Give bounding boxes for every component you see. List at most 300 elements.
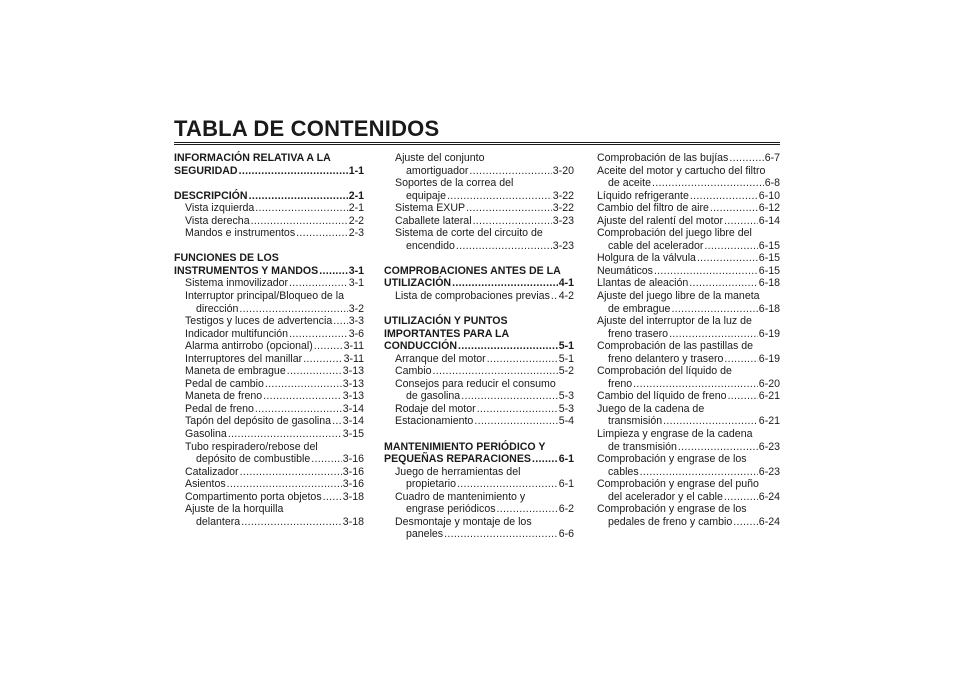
toc-page-number: 5-1	[558, 352, 574, 365]
toc-entry-text: Testigos y luces de advertencia	[185, 315, 333, 328]
toc-page-number: 6-20	[758, 377, 780, 390]
toc-entry-text: DESCRIPCIÓN	[174, 189, 248, 202]
toc-entry-text: Sistema de corte del circuito de	[395, 227, 543, 240]
toc-page-number: 6-15	[758, 264, 780, 277]
toc-entry-text: CONDUCCIÓN	[384, 340, 457, 353]
toc-entry-text: Ajuste del conjunto	[395, 152, 485, 164]
toc-section-heading	[384, 328, 574, 341]
toc-entry-text: cables	[608, 465, 639, 478]
toc-entry[interactable]	[174, 353, 364, 366]
toc-heading-text: INFORMACIÓN RELATIVA A LA	[174, 152, 331, 164]
toc-entry[interactable]	[384, 290, 574, 303]
toc-page-number: 5-3	[558, 390, 574, 403]
toc-entry-text: Sistema EXUP	[395, 202, 466, 215]
toc-entry-text: Maneta de freno	[185, 390, 263, 403]
toc-page-number: 5-2	[558, 365, 574, 378]
toc-entry-text: Comprobación del líquido de	[597, 365, 732, 378]
toc-page-number: 6-7	[764, 152, 780, 164]
toc-page-number: 2-1	[348, 202, 364, 215]
toc-page-number: 6-19	[758, 352, 780, 365]
toc-entry-wrapped	[384, 466, 574, 479]
toc-entry[interactable]	[597, 190, 780, 203]
toc-entry-wrapped	[384, 378, 574, 391]
toc-entry-text: Asientos	[185, 478, 226, 491]
toc-entry[interactable]	[174, 328, 364, 341]
toc-page-number: 6-1	[558, 478, 574, 491]
leader-dots	[690, 190, 758, 203]
toc-entry-text: delantera	[196, 515, 241, 528]
toc-page-number: 3-1	[348, 277, 364, 290]
toc-entry[interactable]	[384, 202, 574, 215]
toc-entry[interactable]	[384, 277, 574, 290]
toc-page-number: 3-20	[552, 164, 574, 177]
leader-dots	[487, 353, 558, 366]
toc-entry-text: Ajuste del interruptor de la luz de	[597, 315, 752, 328]
toc-entry-text: Comprobación de las pastillas de	[597, 340, 754, 353]
toc-entry-text: engrase periódicos	[406, 503, 496, 516]
toc-entry[interactable]	[597, 252, 780, 265]
toc-page-number: 6-24	[758, 515, 780, 528]
toc-entry-text: Lista de comprobaciones previas	[395, 290, 550, 303]
toc-entry[interactable]	[174, 390, 364, 403]
leader-dots	[671, 303, 757, 316]
toc-entry[interactable]	[174, 190, 364, 203]
toc-heading-text: IMPORTANTES PARA LA	[384, 327, 510, 340]
toc-entry-text: transmisión	[608, 415, 663, 428]
leader-dots	[461, 390, 557, 403]
toc-entry-text: Indicador multifunción	[185, 327, 289, 340]
toc-entry[interactable]	[174, 215, 364, 228]
leader-dots	[689, 277, 758, 290]
toc-entry-text: Mandos e instrumentos	[185, 227, 296, 240]
toc-page-number: 6-23	[758, 440, 780, 453]
leader-dots	[311, 453, 342, 466]
toc-entry[interactable]	[174, 478, 364, 491]
leader-dots	[241, 516, 342, 529]
leader-dots	[265, 378, 342, 391]
toc-entry[interactable]	[384, 453, 574, 466]
toc-entry[interactable]	[597, 177, 780, 190]
toc-entry-wrapped	[384, 227, 574, 240]
toc-page-number: 6-2	[558, 503, 574, 516]
toc-heading-text: FUNCIONES DE LOS	[174, 252, 279, 265]
leader-dots	[724, 353, 757, 366]
leader-dots	[728, 390, 758, 403]
toc-page-number: 6-21	[758, 390, 780, 403]
leader-dots	[332, 415, 342, 428]
leader-dots	[663, 415, 758, 428]
leader-dots	[724, 215, 758, 228]
leader-dots	[652, 177, 764, 190]
toc-entry[interactable]	[174, 340, 364, 353]
toc-page-number: 3-14	[342, 415, 364, 428]
toc-entry-wrapped	[384, 152, 574, 165]
toc-page-number: 3-3	[348, 315, 364, 328]
toc-page-number: 3-18	[342, 490, 364, 503]
leader-dots	[319, 265, 347, 278]
toc-column-2	[384, 152, 574, 541]
toc-page-number: 6-12	[758, 202, 780, 215]
toc-page-number: 3-23	[552, 239, 574, 252]
toc-entry-text: depósito de combustible	[196, 453, 311, 466]
toc-entry[interactable]	[174, 491, 364, 504]
toc-column-3	[597, 152, 780, 528]
toc-entry-wrapped	[384, 491, 574, 504]
toc-entry-wrapped	[597, 365, 780, 378]
toc-entry[interactable]	[384, 165, 574, 178]
leader-dots	[239, 165, 348, 178]
toc-entry[interactable]	[597, 215, 780, 228]
toc-page-number: 3-6	[348, 327, 364, 340]
toc-entry-text: Estacionamiento	[395, 415, 474, 428]
toc-entry-text: de embrague	[608, 302, 671, 315]
toc-page-number: 2-2	[348, 214, 364, 227]
toc-entry[interactable]	[384, 528, 574, 541]
leader-dots	[255, 202, 347, 215]
leader-dots	[497, 503, 558, 516]
leader-dots	[466, 202, 552, 215]
spacer	[174, 240, 364, 253]
leader-dots	[289, 328, 348, 341]
leader-dots	[296, 227, 348, 240]
toc-section-heading	[384, 315, 574, 328]
toc-entry-text: Holgura de la válvula	[597, 252, 696, 265]
toc-entry-text: Cambio del líquido de freno	[597, 390, 727, 403]
toc-entry-text: Vista izquierda	[185, 202, 255, 215]
leader-dots	[287, 365, 342, 378]
toc-page-number: 4-2	[558, 290, 574, 303]
toc-entry[interactable]	[597, 265, 780, 278]
leader-dots	[452, 277, 558, 290]
leader-dots	[303, 353, 342, 366]
leader-dots	[669, 328, 758, 341]
toc-entry-text: freno trasero	[608, 327, 669, 340]
toc-heading-text: COMPROBACIONES ANTES DE LA	[384, 264, 561, 277]
toc-entry-text: Ajuste del juego libre de la maneta	[597, 290, 760, 303]
toc-section-heading	[174, 252, 364, 265]
page-title: TABLA DE CONTENIDOS	[174, 116, 440, 141]
toc-entry[interactable]	[384, 415, 574, 428]
leader-dots	[729, 152, 763, 165]
leader-dots	[477, 403, 558, 416]
toc-entry-text: Interruptor principal/Bloqueo de la	[185, 290, 345, 303]
leader-dots	[228, 428, 342, 441]
spacer	[384, 303, 574, 316]
toc-entry-text: equipaje	[406, 189, 447, 202]
toc-entry-text: dirección	[196, 302, 239, 315]
toc-entry[interactable]	[384, 215, 574, 228]
leader-dots	[447, 190, 552, 203]
toc-page-number: 3-14	[342, 402, 364, 415]
toc-entry-wrapped	[384, 177, 574, 190]
toc-page-number: 3-13	[342, 377, 364, 390]
toc-entry-text: amortiguador	[406, 164, 469, 177]
leader-dots	[633, 378, 758, 391]
toc-entry-text: Pedal de freno	[185, 402, 254, 415]
leader-dots	[249, 190, 348, 203]
toc-entry[interactable]	[597, 152, 780, 165]
toc-entry[interactable]	[174, 265, 364, 278]
toc-entry[interactable]	[597, 466, 780, 479]
toc-entry-text: freno delantero y trasero	[608, 352, 724, 365]
toc-page-number: 6-18	[758, 302, 780, 315]
leader-dots	[551, 290, 558, 303]
toc-entry[interactable]	[174, 165, 364, 178]
toc-entry-text: Desmontaje y montaje de los	[395, 515, 532, 528]
toc-entry-text: Cuadro de mantenimiento y	[395, 490, 526, 503]
toc-entry-wrapped	[597, 478, 780, 491]
toc-page-number: 6-21	[758, 415, 780, 428]
toc-entry-text: Interruptores del manillar	[185, 352, 303, 365]
leader-dots	[240, 466, 342, 479]
toc-page-number: 5-4	[558, 415, 574, 428]
toc-page-number: 3-23	[552, 214, 574, 227]
toc-page-number: 3-11	[343, 352, 364, 365]
toc-page-number: 3-16	[342, 465, 364, 478]
toc-entry[interactable]	[384, 240, 574, 253]
toc-entry-text: del acelerador y el cable	[608, 490, 723, 503]
toc-entry-text: Compartimento porta objetos	[185, 490, 322, 503]
leader-dots	[227, 478, 342, 491]
toc-page-number: 6-24	[758, 490, 780, 503]
toc-entry-text: Comprobación de las bujías	[597, 152, 729, 164]
leader-dots	[473, 215, 552, 228]
toc-entry[interactable]	[174, 227, 364, 240]
toc-entry-text: Cambio	[395, 365, 432, 378]
toc-entry-text: UTILIZACIÓN	[384, 277, 452, 290]
toc-page-number: 6-1	[558, 453, 574, 466]
leader-dots	[469, 165, 551, 178]
toc-entry-text: Juego de herramientas del	[395, 465, 521, 478]
toc-entry[interactable]	[597, 516, 780, 529]
toc-entry-text: INSTRUMENTOS Y MANDOS	[174, 264, 319, 277]
toc-page-number: 3-22	[552, 202, 574, 215]
toc-entry-text: Caballete lateral	[395, 214, 472, 227]
toc-entry-text: Tapón del depósito de gasolina	[185, 415, 332, 428]
toc-page-number: 3-13	[342, 365, 364, 378]
toc-entry[interactable]	[384, 403, 574, 416]
leader-dots	[333, 315, 347, 328]
toc-page-number: 6-6	[558, 528, 574, 541]
toc-heading-text: UTILIZACIÓN Y PUNTOS	[384, 315, 508, 328]
toc-page-number: 6-15	[758, 239, 780, 252]
toc-entry[interactable]	[597, 328, 780, 341]
toc-page-number: 3-13	[342, 390, 364, 403]
toc-column-1	[174, 152, 364, 528]
toc-entry[interactable]	[174, 516, 364, 529]
toc-entry[interactable]	[597, 277, 780, 290]
toc-entry-wrapped	[597, 227, 780, 240]
toc-page-number: 3-22	[552, 189, 574, 202]
leader-dots	[724, 491, 758, 504]
toc-entry[interactable]	[597, 491, 780, 504]
toc-entry-wrapped	[597, 340, 780, 353]
toc-entry-wrapped	[174, 441, 364, 454]
toc-page-number: 3-11	[343, 340, 364, 353]
toc-entry-text: Alarma antirrobo (opcional)	[185, 340, 313, 353]
leader-dots	[697, 252, 758, 265]
toc-entry-text: paneles	[406, 528, 444, 541]
toc-entry[interactable]	[174, 428, 364, 441]
toc-entry[interactable]	[384, 353, 574, 366]
toc-entry-text: pedales de freno y cambio	[608, 515, 733, 528]
toc-entry-text: de aceite	[608, 177, 651, 190]
toc-entry-text: freno	[608, 377, 633, 390]
toc-entry[interactable]	[597, 441, 780, 454]
toc-entry-wrapped	[597, 290, 780, 303]
toc-entry-text: Líquido refrigerante	[597, 189, 689, 202]
toc-page-number: 3-16	[342, 478, 364, 491]
toc-entry-text: cable del acelerador	[608, 239, 704, 252]
toc-page-number: 6-23	[758, 465, 780, 478]
toc-entry[interactable]	[597, 202, 780, 215]
spacer	[384, 252, 574, 265]
toc-entry[interactable]	[174, 403, 364, 416]
leader-dots	[640, 466, 758, 479]
leader-dots	[255, 403, 342, 416]
leader-dots	[314, 340, 343, 353]
toc-entry-text: Pedal de cambio	[185, 377, 264, 390]
toc-entry[interactable]	[597, 303, 780, 316]
toc-entry[interactable]	[384, 478, 574, 491]
toc-page-number: 4-1	[558, 277, 574, 290]
toc-entry-text: Comprobación y engrase de los	[597, 453, 747, 466]
leader-dots	[251, 215, 348, 228]
toc-entry-text: Ajuste de la horquilla	[185, 503, 284, 516]
toc-entry[interactable]	[174, 453, 364, 466]
toc-entry[interactable]	[384, 340, 574, 353]
toc-entry-text: Ajuste del ralentí del motor	[597, 214, 724, 227]
toc-page-number: 6-18	[758, 277, 780, 290]
toc-page-number: 6-8	[764, 177, 780, 190]
spacer	[384, 428, 574, 441]
toc-entry[interactable]	[597, 378, 780, 391]
toc-entry-text: Neumáticos	[597, 264, 653, 277]
toc-entry-text: Aceite del motor y cartucho del filtro	[597, 164, 766, 177]
toc-entry[interactable]	[384, 503, 574, 516]
leader-dots	[239, 303, 347, 316]
leader-dots	[733, 516, 758, 529]
toc-page-number: 3-2	[348, 302, 364, 315]
toc-entry[interactable]	[384, 390, 574, 403]
leader-dots	[457, 478, 558, 491]
spacer	[174, 177, 364, 190]
toc-entry-wrapped	[597, 453, 780, 466]
toc-entry-text: Catalizador	[185, 465, 239, 478]
toc-entry[interactable]	[597, 353, 780, 366]
toc-entry-text: Juego de la cadena de	[597, 402, 705, 415]
leader-dots	[678, 441, 758, 454]
toc-entry-wrapped	[597, 315, 780, 328]
leader-dots	[323, 491, 342, 504]
toc-section-heading	[174, 152, 364, 165]
toc-entry[interactable]	[597, 415, 780, 428]
toc-page-number: 6-15	[758, 252, 780, 265]
leader-dots	[433, 365, 558, 378]
toc-page-number: 2-3	[348, 227, 364, 240]
toc-entry[interactable]	[597, 390, 780, 403]
toc-entry-text: Consejos para reducir el consumo	[395, 377, 556, 390]
toc-entry-text: propietario	[406, 478, 457, 491]
toc-section-heading	[384, 265, 574, 278]
toc-entry[interactable]	[174, 303, 364, 316]
toc-entry-text: de transmisión	[608, 440, 677, 453]
toc-entry-wrapped	[597, 403, 780, 416]
toc-entry-text: Vista derecha	[185, 214, 250, 227]
toc-page-number: 3-18	[342, 515, 364, 528]
toc-entry-wrapped	[597, 503, 780, 516]
leader-dots	[474, 415, 557, 428]
leader-dots	[654, 265, 758, 278]
toc-page-number: 6-14	[758, 214, 780, 227]
toc-section-heading	[384, 441, 574, 454]
toc-entry-text: PEQUEÑAS REPARACIONES	[384, 453, 531, 466]
toc-page-number: 1-1	[348, 164, 364, 177]
toc-entry[interactable]	[174, 202, 364, 215]
toc-entry-text: Tubo respiradero/rebose del	[185, 440, 318, 453]
toc-heading-text: MANTENIMIENTO PERIÓDICO Y	[384, 440, 546, 453]
toc-entry-wrapped	[174, 290, 364, 303]
leader-dots	[289, 277, 348, 290]
toc-entry[interactable]	[174, 466, 364, 479]
toc-entry-text: SEGURIDAD	[174, 164, 238, 177]
toc-page-number: 6-10	[758, 189, 780, 202]
toc-page-number: 3-1	[348, 264, 364, 277]
toc-entry-text: Cambio del filtro de aire	[597, 202, 709, 215]
title-underline	[174, 142, 780, 145]
toc-entry-wrapped	[597, 165, 780, 178]
leader-dots	[444, 528, 558, 541]
leader-dots	[456, 240, 552, 253]
toc-entry-text: Sistema inmovilizador	[185, 277, 289, 290]
toc-entry-wrapped	[384, 516, 574, 529]
toc-entry-text: Comprobación y engrase de los	[597, 503, 747, 516]
toc-entry[interactable]	[174, 415, 364, 428]
leader-dots	[710, 202, 758, 215]
toc-entry-text: Maneta de embrague	[185, 365, 286, 378]
toc-page-number: 6-19	[758, 327, 780, 340]
toc-entry-text: Comprobación y engrase del puño	[597, 478, 759, 491]
toc-entry-text: Limpieza y engrase de la cadena	[597, 428, 753, 441]
toc-page-number: 5-1	[558, 340, 574, 353]
toc-entry-text: Arranque del motor	[395, 352, 486, 365]
toc-entry[interactable]	[597, 240, 780, 253]
toc-entry-text: Gasolina	[185, 428, 227, 441]
toc-page-number: 2-1	[348, 189, 364, 202]
toc-entry-text: Rodaje del motor	[395, 402, 476, 415]
toc-page-number: 5-3	[558, 402, 574, 415]
toc-entry-text: Llantas de aleación	[597, 277, 689, 290]
leader-dots	[458, 340, 558, 353]
toc-entry-wrapped	[597, 428, 780, 441]
toc-entry-text: de gasolina	[406, 390, 461, 403]
toc-entry-wrapped	[174, 503, 364, 516]
toc-entry[interactable]	[174, 315, 364, 328]
toc-entry[interactable]	[174, 365, 364, 378]
toc-entry[interactable]	[174, 277, 364, 290]
toc-entry-text: Soportes de la correa del	[395, 177, 514, 190]
leader-dots	[532, 453, 558, 466]
toc-entry[interactable]	[384, 365, 574, 378]
toc-page-number: 3-16	[342, 453, 364, 466]
leader-dots	[263, 390, 342, 403]
toc-entry[interactable]	[384, 190, 574, 203]
toc-entry[interactable]	[174, 378, 364, 391]
toc-entry-text: Comprobación del juego libre del	[597, 227, 752, 240]
toc-entry-text: encendido	[406, 239, 455, 252]
leader-dots	[704, 240, 757, 253]
toc-page-number: 3-15	[342, 428, 364, 441]
